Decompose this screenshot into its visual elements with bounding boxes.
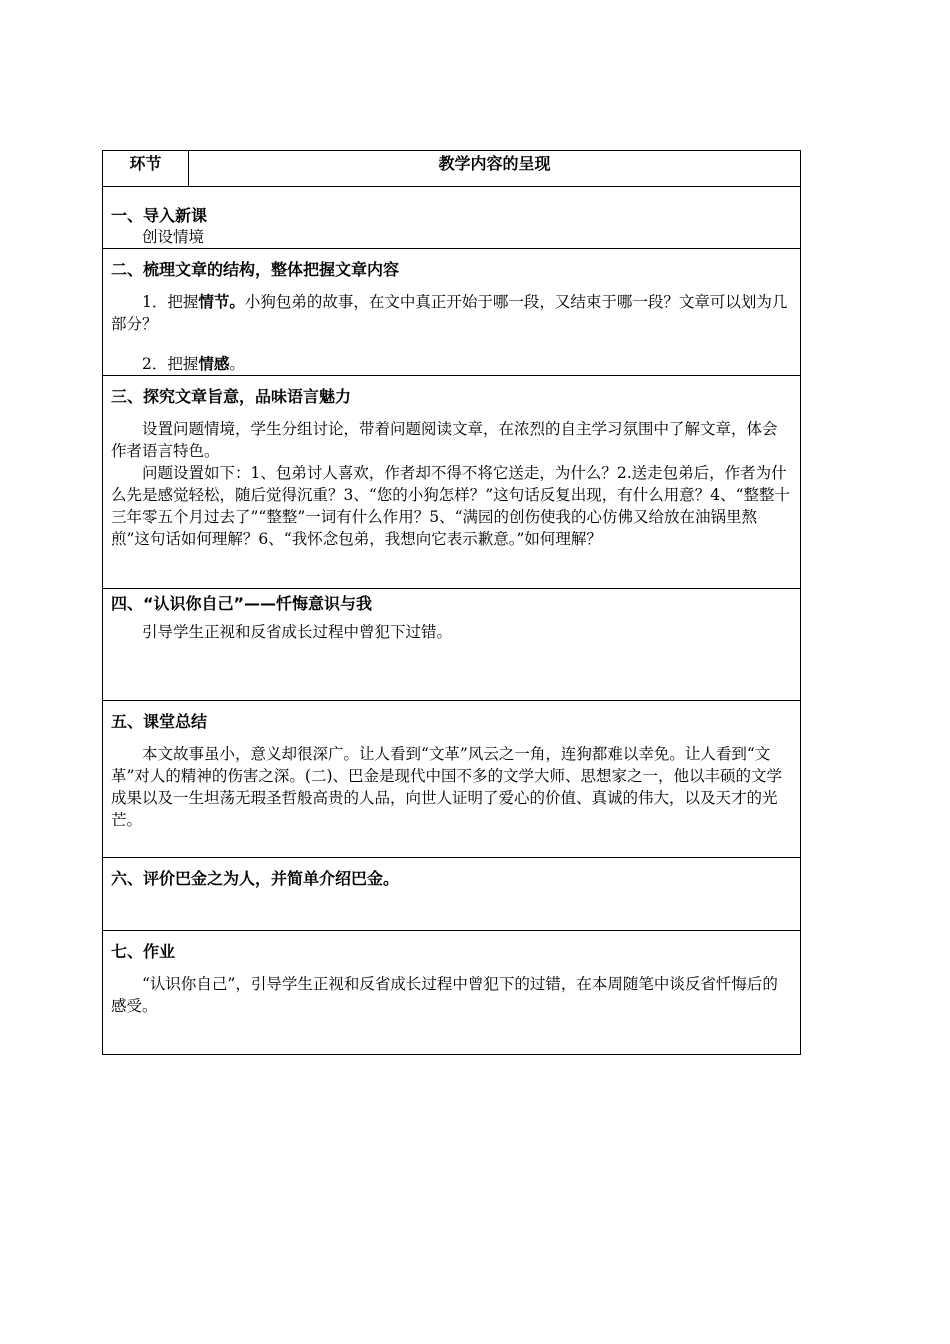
table-row <box>103 701 801 858</box>
table-row <box>103 858 801 931</box>
header-content: 教学内容的呈现 <box>189 151 801 187</box>
table-header-row <box>103 151 801 187</box>
section-title: 二、梳理文章的结构，整体把握文章内容 <box>111 260 400 279</box>
section-text: 2．把握情感。 <box>142 355 245 373</box>
section-text: 问题设置如下：1、包弟讨人喜欢，作者却不得不将它送走，为什么？2.送走包弟后，作者为什么先是感觉轻松，随后觉得沉重？3、“您的小狗怎样？”这句话反复出现，有什么用意？4、“整整十三年零五个月过去了”“整整”一词有什么作用？5、“满园的创伤使我的心仿佛又给放在油锅里熬煎”这句话如何理解？6、“我怀念包弟，我想向它表示歉意。”如何理解？ <box>111 464 790 548</box>
section-text: 设置问题情境，学生分组讨论，带着问题阅读文章，在浓烈的自主学习氛围中了解文章，体会作者语言特色。 <box>111 420 778 460</box>
section-text: “认识你自己”，引导学生正视和反省成长过程中曾犯下的过错，在本周随笔中谈反省忏悔后的感受。 <box>111 975 778 1015</box>
section-title: 三、探究文章旨意，品味语言魅力 <box>111 387 352 406</box>
lesson-plan-table <box>102 150 801 1055</box>
section-title: 六、评价巴金之为人，并简单介绍巴金。 <box>111 869 400 888</box>
section-title: 五、课堂总结 <box>111 712 208 731</box>
table-row <box>103 249 801 376</box>
section-text: 创设情境 <box>142 228 205 246</box>
table-row <box>103 589 801 701</box>
table-row <box>103 931 801 1055</box>
header-stage: 环节 <box>103 151 189 187</box>
table-row <box>103 187 801 249</box>
section-text: 1．把握情节。小狗包弟的故事，在文中真正开始于哪一段，又结束于哪一段？文章可以划为几部分？ <box>111 293 788 333</box>
table-row <box>103 376 801 589</box>
section-title: 四、“认识你自己”——忏悔意识与我 <box>111 594 373 613</box>
section-text: 引导学生正视和反省成长过程中曾犯下过错。 <box>142 623 453 641</box>
section-text: 本文故事虽小，意义却很深广。让人看到“文革”风云之一角，连狗都难以幸免。让人看到“文革”对人的精神的伤害之深。(二)、巴金是现代中国不多的文学大师、思想家之一，他以丰硕的文学成果以及一生坦荡无瑕圣哲般高贵的人品，向世人证明了爱心的价值、真诚的伟大，以及天才的光芒。 <box>111 745 783 829</box>
section-title: 七、作业 <box>111 942 176 961</box>
section-title: 一、导入新课 <box>111 206 208 225</box>
